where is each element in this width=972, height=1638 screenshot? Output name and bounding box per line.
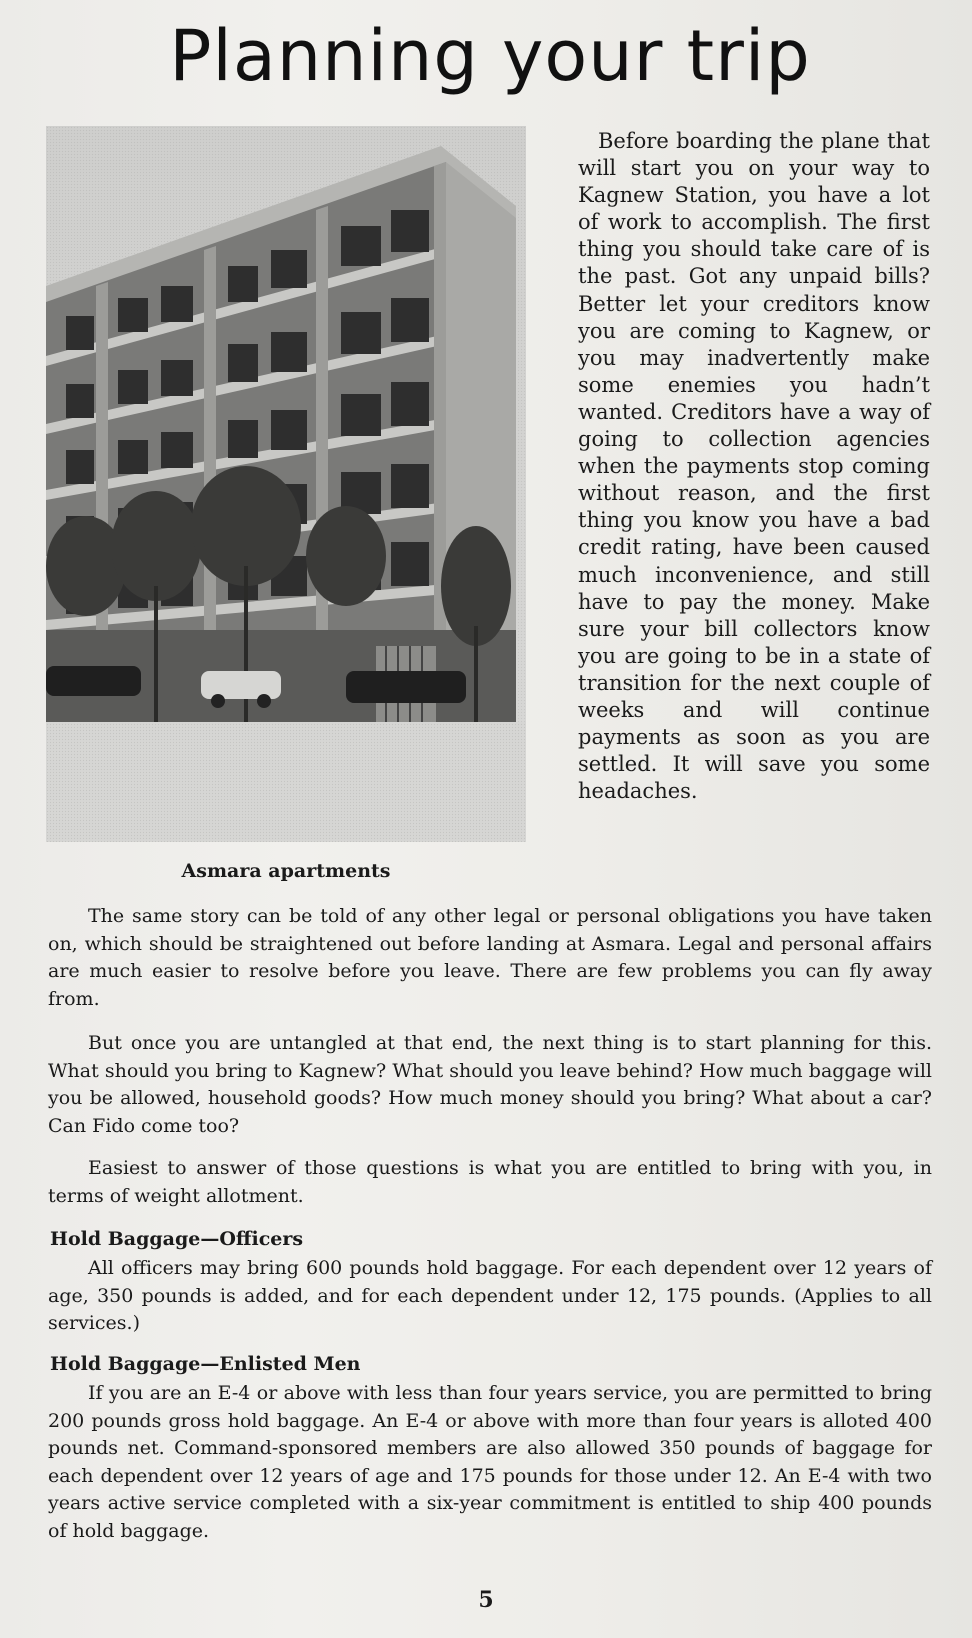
paragraph-officers: All officers may bring 600 pounds hold baggage. For each dependent over 12 years of age, 350 pounds is added, and for each dependent under 12, 175 pounds. (Applies to all services.) [48, 1257, 932, 1334]
paragraph-obligations: The same story can be told of any other legal or personal obligations you have taken on, which should be straightened out before landing at Asmara. Legal and personal affairs are much easier to resolve before you leave. There are few problems you can fly away from. [48, 905, 932, 1010]
page-title: Planning your trip [169, 15, 811, 97]
heading-officers: Hold Baggage—Officers [50, 1228, 304, 1250]
intro-paragraph: Before boarding the plane that will start you on your way to Kagnew Station, you have a lot of work to accomplish. The first thing you should take care of is the past. Got any unpaid bills? Better let your creditors know you are coming to Kagnew, or you may inadvertently make some enemies you hadn’t wanted. Creditors have a way of going to collection agencies when the payments stop coming without reason, and the first thing you know you have a bad credit rating, have been caused much inconvenience, and still have to pay the money. Make sure your bill collectors know you are going to be in a state of transition for the next couple of weeks and will continue payments as soon as you are settled. It will save you some headaches. [578, 129, 930, 804]
paragraph-allotment: Easiest to answer of those questions is what you are entitled to bring with you, in terms of weight allotment. [48, 1157, 932, 1207]
photo-caption: Asmara apartments [181, 860, 391, 882]
heading-enlisted: Hold Baggage—Enlisted Men [50, 1353, 361, 1375]
paragraph-enlisted: If you are an E-4 or above with less than four years service, you are permitted to bring 200 pounds gross hold baggage. An E-4 or above with more than four years is alloted 400 pounds net. Command-sponsored members are also allowed 350 pounds of baggage for each dependent over 12 years of age and 175 pounds for those under 12. An E-4 with two years active service completed with a six-year commitment is entitled to ship 400 pounds of hold baggage. [48, 1382, 932, 1542]
paragraph-planning: But once you are untangled at that end, the next thing is to start planning for this. What should you bring to Kagnew? What should you leave behind? How much baggage will you be allowed, household goods? How much money should you bring? What about a car? Can Fido come too? [48, 1032, 932, 1137]
apartment-photo [46, 126, 526, 842]
page-number: 5 [478, 1587, 494, 1613]
